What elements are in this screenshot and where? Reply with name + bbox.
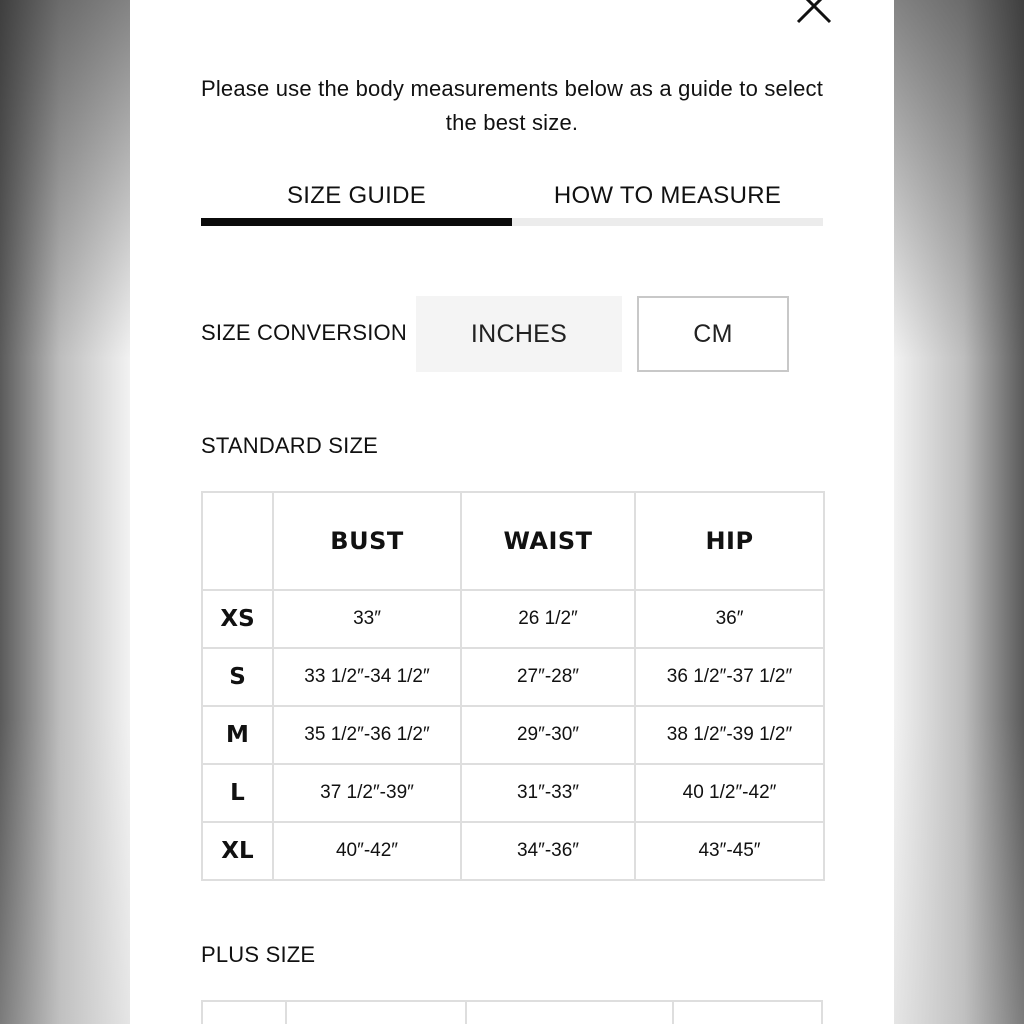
tab-size-guide[interactable] [201, 178, 512, 226]
tab-bar [201, 178, 823, 226]
waist-cell: 29″-30″ [461, 706, 635, 764]
hip-cell: 43″-45″ [635, 822, 824, 880]
size-cell: S [202, 648, 273, 706]
size-cell: XL [202, 822, 273, 880]
table-row [202, 764, 824, 822]
bust-cell: 33″ [273, 590, 461, 648]
plus-table-col [465, 1000, 674, 1024]
hip-cell: 36″ [635, 590, 824, 648]
plus-table-col [285, 1000, 467, 1024]
header-cell-hip: HIP [635, 492, 824, 590]
plus-table-col [672, 1000, 823, 1024]
background-left [0, 0, 130, 1024]
waist-cell: 34″-36″ [461, 822, 635, 880]
inches-button[interactable]: INCHES [416, 296, 622, 372]
size-guide-modal [130, 0, 894, 1024]
close-button[interactable] [794, 0, 834, 26]
header-cell-waist: WAIST [461, 492, 635, 590]
plus-size-title: PLUS SIZE [201, 942, 316, 967]
plus-table-col [201, 1000, 287, 1024]
tab-size-guide-indicator [201, 218, 512, 226]
hip-cell: 38 1/2″-39 1/2″ [635, 706, 824, 764]
hip-cell: 36 1/2″-37 1/2″ [635, 648, 824, 706]
tab-size-guide-label: SIZE GUIDE [286, 182, 427, 209]
size-cell: M [202, 706, 273, 764]
table-row [202, 706, 824, 764]
hip-cell: 40 1/2″-42″ [635, 764, 824, 822]
standard-size-title: STANDARD SIZE [201, 433, 378, 458]
tab-how-to-measure-label: HOW TO MEASURE [553, 182, 782, 209]
waist-cell: 27″-28″ [461, 648, 635, 706]
bust-cell: 33 1/2″-34 1/2″ [273, 648, 461, 706]
standard-size-table [201, 491, 825, 881]
plus-size-table [201, 1000, 823, 1024]
table-row [202, 590, 824, 648]
tab-how-to-measure[interactable] [512, 178, 823, 226]
table-header-row [202, 492, 824, 590]
tab-how-to-measure-indicator [512, 218, 823, 226]
waist-cell: 31″-33″ [461, 764, 635, 822]
bust-cell: 35 1/2″-36 1/2″ [273, 706, 461, 764]
bust-cell: 40″-42″ [273, 822, 461, 880]
size-cell: L [202, 764, 273, 822]
size-cell: XS [202, 590, 273, 648]
table-row [202, 648, 824, 706]
background-right [894, 0, 1024, 1024]
intro-text: Please use the body measurements below as a guide to select the best size. [200, 76, 824, 135]
cm-button[interactable]: CM [637, 296, 789, 372]
table-row [202, 822, 824, 880]
close-icon [794, 0, 834, 26]
header-cell-blank [202, 492, 273, 590]
header-cell-bust: BUST [273, 492, 461, 590]
bust-cell: 37 1/2″-39″ [273, 764, 461, 822]
waist-cell: 26 1/2″ [461, 590, 635, 648]
size-conversion-label: SIZE CONVERSION [201, 320, 407, 345]
